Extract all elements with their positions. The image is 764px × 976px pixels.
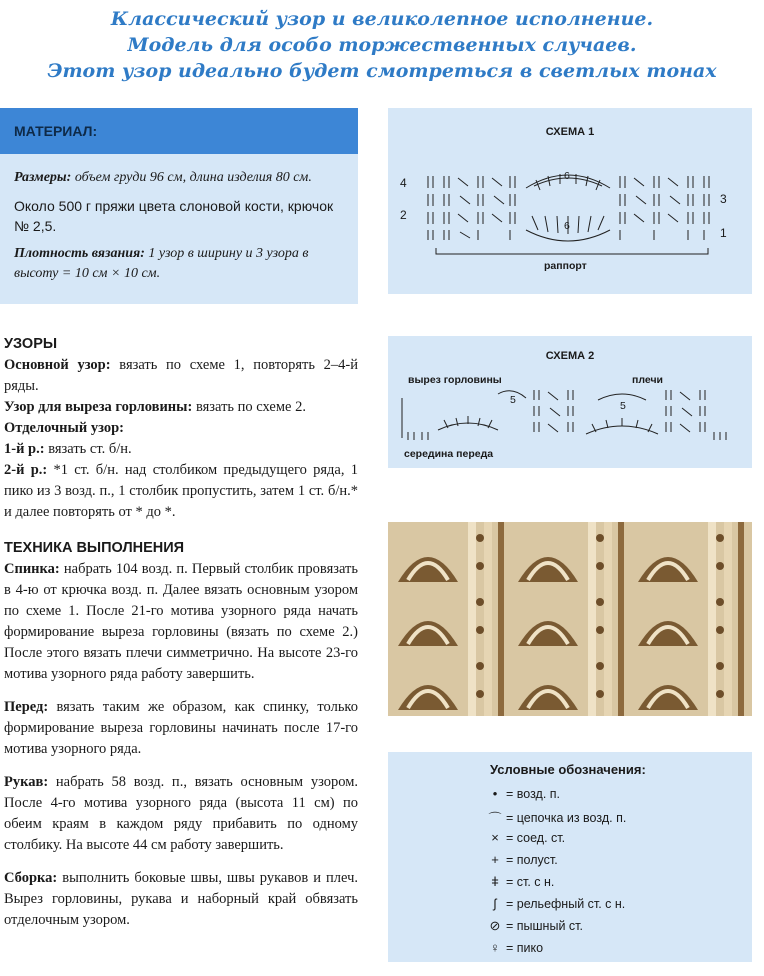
legend-title: Условные обозначения:	[490, 762, 646, 777]
sleeve-paragraph	[4, 772, 358, 856]
density-paragraph	[14, 244, 344, 284]
schema-1-stitch-columns-right	[620, 176, 709, 240]
schema-1-row-2: 2	[400, 208, 407, 222]
legend-item-text: = соед. ст.	[506, 830, 566, 845]
yarn-paragraph: Около 500 г пряжи цвета слоновой кости, крючок № 2,5.	[14, 198, 334, 234]
assembly-paragraph	[4, 868, 358, 931]
patterns-section	[4, 334, 358, 523]
back-paragraph	[4, 559, 358, 685]
legend-item-text: = пико	[506, 940, 544, 955]
schema-1-row-4: 4	[400, 176, 407, 190]
front-text: вязать таким же образом, как спинку, только формирование выреза горловины начинать после 17-го мотива узорного ряда.	[4, 699, 358, 757]
row1-text: вязать ст. б/н.	[44, 441, 132, 457]
material-title: МАТЕРИАЛ:	[0, 108, 358, 154]
back-text: набрать 104 возд. п. Первый столбик провязать в 4-ю от крючка возд. п. Далее вязать основным узором по схеме 1. После 21-го мотива узорного ряда начать формирование выреза горловины (вязать по схеме 2.) После этого вязать плечи симметрично. На высоте 23-го мотива узорного ряда работу завершить.	[4, 561, 358, 682]
fabric-photo-illustration	[388, 522, 752, 716]
legend-panel	[388, 752, 752, 962]
row2-text: *1 ст. б/н. над столбиком предыдущего ряда, 1 пико из 3 возд. п., 1 столбик пропустить, затем 1 ст. б/н.* и далее повторять от * до *.	[4, 462, 358, 520]
neck-pattern-text: вязать по схеме 2.	[192, 399, 306, 415]
schema-2-neckline-label: вырез горловины	[408, 374, 502, 386]
assembly-label: Сборка:	[4, 870, 58, 886]
schema-2-panel	[388, 336, 752, 468]
legend-item-text: = полуст.	[506, 852, 558, 867]
main-pattern-paragraph	[4, 355, 358, 397]
relief-stitch-icon: ʃ	[493, 896, 497, 911]
technique-title: ТЕХНИКА ВЫПОЛНЕНИЯ	[4, 540, 185, 556]
schema-2-shoulders-label: плечи	[632, 374, 664, 386]
row2-paragraph	[4, 460, 358, 523]
row1-paragraph	[4, 439, 358, 460]
material-body	[0, 154, 358, 300]
legend-item-half-stitch	[484, 852, 558, 867]
legend-item-text: = цепочка из возд. п.	[506, 810, 627, 825]
neck-pattern-paragraph	[4, 397, 358, 418]
sleeve-label: Рукав:	[4, 774, 49, 790]
schema-1-stitch-columns-left	[428, 176, 515, 240]
schema-1-repeat-bracket	[436, 248, 708, 254]
main-pattern-label: Основной узор:	[4, 357, 111, 373]
legend-item-puff-stitch	[484, 918, 583, 934]
density-text: 1 узор в ширину и 3 узора в высоту = 10 см × 10 см.	[14, 246, 309, 281]
front-paragraph	[4, 697, 358, 760]
legend-item-slip-stitch	[484, 830, 565, 845]
schema-1-repeat-label: раппорт	[544, 260, 587, 272]
page-heading	[0, 6, 764, 84]
schema-1-arc-count-bottom: 6	[564, 220, 570, 232]
schema-1-row-3: 3	[720, 192, 727, 206]
heading-line-2: Модель для особо торжественных случаев.	[127, 34, 637, 56]
schema-1-panel	[388, 108, 752, 294]
legend-item-text: = пышный ст.	[506, 919, 583, 933]
legend-item-text: = возд. п.	[506, 786, 561, 801]
legend-item-text: = рельефный ст. с н.	[506, 896, 626, 911]
neck-pattern-label: Узор для выреза горловины:	[4, 399, 193, 415]
puff-stitch-icon: ⊘	[489, 918, 501, 933]
row1-label: 1-й р.:	[4, 441, 45, 457]
material-box	[0, 108, 358, 304]
main-pattern-text: вязать по схеме 1, повторять 2–4-й ряды.	[4, 357, 358, 394]
sleeve-text: набрать 58 возд. п., вязать основным узором. После 4-го мотива узорного ряда (высота 11 см) по обеим краям в каждом ряду прибавить по одному столбику. На высоте 44 см работу завершить.	[4, 774, 358, 853]
schema-1-arc-count-top: 6	[564, 170, 570, 182]
patterns-title: УЗОРЫ	[4, 336, 58, 352]
legend-item-chain	[484, 808, 626, 827]
schema-1-row-1: 1	[720, 226, 727, 240]
slip-stitch-icon: ×	[491, 830, 499, 845]
chain-arc-icon: ⌒	[488, 811, 502, 826]
schema-2-center-label: середина переда	[404, 448, 494, 460]
density-label: Плотность вязания:	[14, 246, 145, 261]
schema-2-arc-count-b: 5	[620, 400, 626, 412]
picot-icon: ♀	[490, 940, 500, 955]
sizes-label: Размеры:	[14, 170, 72, 185]
half-stitch-icon: +	[491, 852, 499, 867]
legend-item-relief-stitch	[484, 896, 625, 911]
heading-line-1: Классический узор и великолепное исполнение.	[110, 8, 654, 30]
row2-label: 2-й р.:	[4, 462, 48, 478]
schema-2-title: СХЕМА 2	[545, 350, 595, 362]
assembly-text: выполнить боковые швы, швы рукавов и плеч. Вырез горловины, рукава и наборный край обвязать отделочным узором.	[4, 870, 358, 928]
legend-item-double-crochet	[484, 874, 554, 889]
front-label: Перед:	[4, 699, 49, 715]
schema-1-title: СХЕМА 1	[545, 126, 595, 138]
back-label: Спинка:	[4, 561, 60, 577]
legend-item-chain-stitch	[484, 786, 560, 801]
heading-line-3: Этот узор идеально будет смотреться в светлых тонах	[47, 60, 717, 82]
legend-item-picot	[484, 940, 543, 955]
sizes-text: объем груди 96 см, длина изделия 80 см.	[71, 170, 312, 185]
schema-2-arc-count-a: 5	[510, 394, 516, 406]
double-crochet-icon: ǂ	[491, 874, 499, 889]
legend-item-text: = ст. с н.	[506, 874, 555, 889]
fabric-photo	[388, 522, 752, 716]
technique-section	[4, 538, 358, 931]
finish-pattern-label: Отделочный узор:	[4, 420, 124, 436]
sizes-paragraph	[14, 168, 344, 188]
chain-stitch-icon: •	[492, 786, 498, 801]
